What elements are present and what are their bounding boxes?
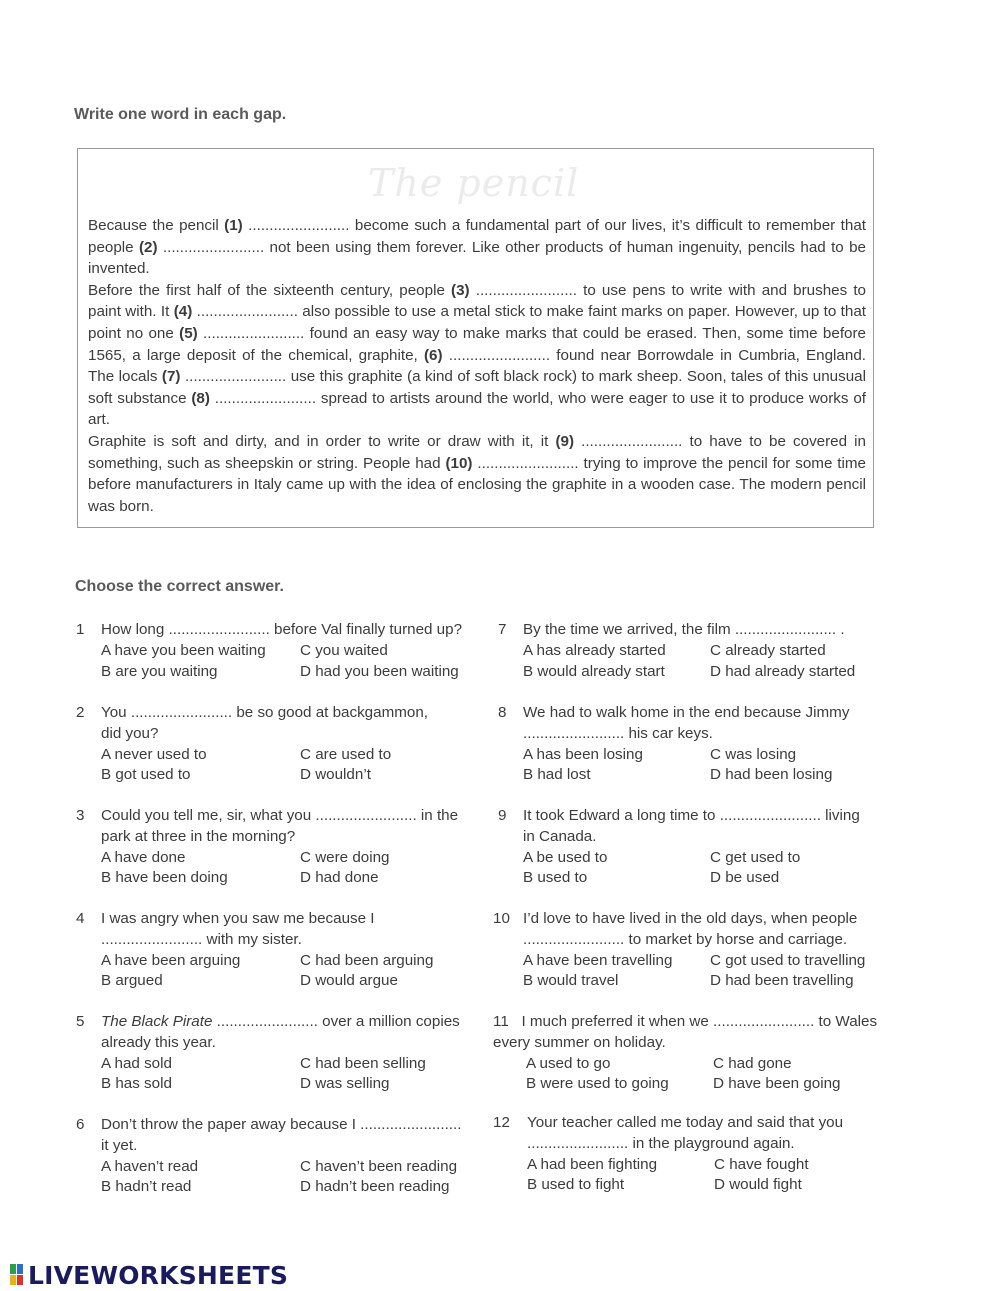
option-c[interactable]: C was losing (710, 745, 797, 763)
question-9 (498, 806, 898, 889)
option-c[interactable]: C got used to travelling (710, 951, 866, 969)
logo-square-green (10, 1264, 16, 1274)
liveworksheets-logo (10, 1262, 288, 1288)
gap-field[interactable]: ........................ (581, 432, 683, 450)
option-b[interactable]: B are you waiting (101, 662, 218, 680)
option-b[interactable]: B has sold (101, 1075, 172, 1093)
question-text: Could you tell me, sir, what you ........................ in the park at three in the morning? (101, 807, 459, 845)
option-a[interactable]: A have been travelling (523, 951, 673, 969)
question-text: Don’t throw the paper away because I ........................ it yet. (101, 1116, 462, 1154)
question-11 (493, 1012, 898, 1095)
question-number: 5 (76, 1013, 85, 1030)
option-c[interactable]: C are used to (300, 745, 392, 763)
question-text: By the time we arrived, the film ........................ . (523, 621, 845, 638)
gap-field[interactable]: ........................ (214, 389, 317, 407)
option-a[interactable]: A used to go (526, 1054, 611, 1072)
option-c[interactable]: C already started (710, 641, 826, 659)
option-c[interactable]: C have fought (714, 1155, 809, 1173)
option-b[interactable]: B have been doing (101, 869, 228, 887)
gap-field[interactable]: ........................ (184, 368, 287, 386)
gap-field[interactable]: ........................ (475, 281, 577, 299)
option-a[interactable]: A have done (101, 848, 186, 866)
option-a[interactable]: A has already started (523, 641, 666, 659)
option-a[interactable]: A haven’t read (101, 1157, 199, 1175)
option-d[interactable]: D have been going (713, 1075, 841, 1093)
option-d[interactable]: D wouldn’t (300, 766, 371, 784)
option-b[interactable]: B were used to going (526, 1075, 669, 1093)
question-text: You ........................ be so good at backgammon, did you? (101, 704, 428, 742)
question-number: 12 (493, 1114, 510, 1131)
option-b[interactable]: B argued (101, 972, 163, 990)
question-2 (76, 703, 466, 786)
option-b[interactable]: B would already start (523, 662, 665, 680)
gap-field[interactable]: ........................ (203, 324, 305, 342)
instruction-heading-choose: Choose the correct answer. (75, 578, 284, 595)
option-c[interactable]: C had gone (713, 1054, 792, 1072)
question-number: 4 (76, 910, 85, 927)
question-10 (493, 909, 898, 992)
option-c[interactable]: C had been arguing (300, 951, 434, 969)
question-text: How long ........................ before Val finally turned up? (101, 621, 463, 638)
liveworksheets-logo-icon (10, 1264, 24, 1286)
gap-number: (5) (179, 324, 198, 342)
gap-field[interactable]: ........................ (448, 346, 551, 364)
question-5 (76, 1012, 476, 1095)
option-a[interactable]: A have been arguing (101, 951, 241, 969)
question-3 (76, 806, 476, 889)
option-d[interactable]: D would argue (300, 972, 398, 990)
gap-number: (9) (555, 432, 574, 450)
gap-number: (10) (445, 454, 473, 472)
question-text: The Black Pirate ........................ over a million copies already this year. (101, 1013, 460, 1051)
option-b[interactable]: B used to (523, 869, 588, 887)
question-8 (498, 703, 898, 786)
option-b[interactable]: B got used to (101, 766, 191, 784)
option-d[interactable]: D had been travelling (710, 972, 854, 990)
option-b[interactable]: B hadn’t read (101, 1178, 192, 1196)
gap-number: (6) (423, 346, 443, 364)
option-b[interactable]: B had lost (523, 766, 591, 784)
option-b[interactable]: B used to fight (527, 1176, 625, 1194)
logo-square-yellow (10, 1275, 16, 1285)
option-c[interactable]: C haven’t been reading (300, 1157, 458, 1175)
gap-number: (3) (451, 281, 470, 299)
question-number: 7 (498, 621, 507, 638)
option-a[interactable]: A be used to (523, 848, 608, 866)
question-4 (76, 909, 476, 992)
question-6 (76, 1115, 476, 1198)
option-a[interactable]: A never used to (101, 745, 207, 763)
option-c[interactable]: C you waited (300, 641, 388, 659)
logo-square-red (17, 1275, 23, 1285)
gap-field[interactable]: ........................ (162, 238, 265, 256)
question-text: I was angry when you saw me because I ........................ with my sister. (101, 910, 375, 948)
option-c[interactable]: C were doing (300, 848, 390, 866)
option-d[interactable]: D was selling (300, 1075, 390, 1093)
question-number: 8 (498, 704, 507, 721)
option-a[interactable]: A had sold (101, 1054, 172, 1072)
logo-square-blue (17, 1264, 23, 1274)
question-7 (498, 620, 898, 682)
option-a[interactable]: A has been losing (523, 745, 643, 763)
option-a[interactable]: A have you been waiting (101, 641, 266, 659)
question-number: 10 (493, 910, 510, 927)
gap-number: (8) (191, 389, 210, 407)
option-d[interactable]: D had been losing (710, 766, 833, 784)
option-d[interactable]: D be used (710, 869, 780, 887)
gap-field[interactable]: ........................ (248, 217, 350, 234)
question-text: Your teacher called me today and said that you ........................ in the playground again. (527, 1114, 844, 1152)
passage-box (77, 148, 874, 528)
option-a[interactable]: A had been fighting (527, 1155, 658, 1173)
instruction-heading-gap: Write one word in each gap. (74, 106, 287, 123)
liveworksheets-logo-text: LIVEWORKSHEETS (28, 1260, 289, 1290)
option-d[interactable]: D hadn’t been reading (300, 1178, 450, 1196)
passage-text (88, 215, 866, 517)
question-number: 2 (76, 704, 85, 721)
option-c[interactable]: C get used to (710, 848, 801, 866)
question-12 (493, 1113, 898, 1196)
question-text: I’d love to have lived in the old days, when people ........................ to market by horse and carriage. (523, 910, 858, 948)
question-text: It took Edward a long time to ........................ living in Canada. (523, 807, 860, 845)
paragraph-1: Because the pencil (1) ........................ become such a fundamental part of our lives, it’s difficult to remember that people (2) ........................ not been using them forever. Like other products of human ingenuity, pencils had to be invented. (88, 217, 866, 278)
option-d[interactable]: D had you been waiting (300, 662, 459, 680)
paragraph-3: Graphite is soft and dirty, and in order to write or draw with it, it (9) ........................ to have to be covered in something, such as sheepskin or string. People had (10) ........................ trying to improve the pencil for some time before manufacturers in Italy came up with the idea of enclosing the graphite in a wooden case. The modern pencil was born. (88, 432, 866, 515)
question-number: 1 (76, 621, 85, 638)
option-d[interactable]: D had already started (710, 662, 856, 680)
question-text: 11 I much preferred it when we ........................ to Wales every summer on holiday. (493, 1013, 878, 1051)
paragraph-2: Before the first half of the sixteenth century, people (3) ........................ to use pens to write with and brushes to paint with. It (4) ........................ also possible to use a metal stick to make faint marks on paper. However, up to that point no one (5) ........................ found an easy way to make marks that could be erased. Then, some time before 1565, a large deposit of the chemical, graphite, (6) ........................ found near Borrowdale in Cumbria, England. The locals (7) ........................ use this graphite (a kind of soft black rock) to mark sheep. Soon, tales of this unusual soft substance (8) ........................ spread to artists around the world, who were eager to use it to produce works of art. (88, 281, 866, 429)
question-number: 11 (493, 1013, 509, 1030)
passage-title: The pencil (368, 161, 580, 205)
gap-number: (2) (138, 238, 158, 256)
question-number: 9 (498, 807, 507, 824)
question-number: 3 (76, 807, 85, 824)
option-c[interactable]: C had been selling (300, 1054, 426, 1072)
gap-number: (7) (161, 368, 181, 386)
question-number: 6 (76, 1116, 85, 1133)
option-d[interactable]: D had done (300, 869, 379, 887)
gap-field[interactable]: ........................ (196, 303, 298, 321)
option-b[interactable]: B would travel (523, 972, 619, 990)
gap-number: (4) (173, 303, 193, 321)
option-d[interactable]: D would fight (714, 1176, 802, 1194)
question-1 (76, 620, 476, 682)
question-text: We had to walk home in the end because Jimmy ........................ his car keys. (523, 704, 850, 742)
gap-field[interactable]: ........................ (477, 454, 579, 472)
gap-number: (1) (224, 217, 243, 234)
